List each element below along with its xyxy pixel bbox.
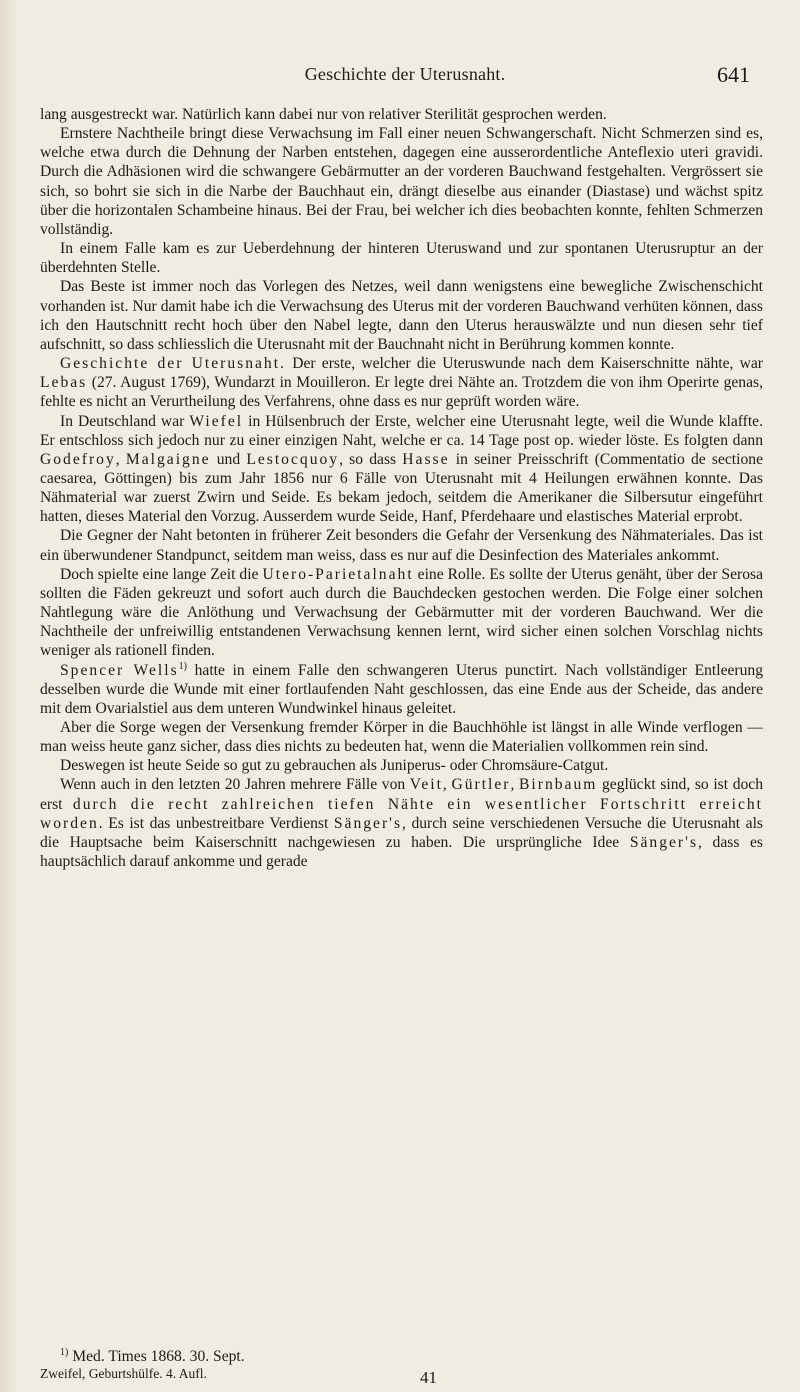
- running-head: Geschichte der Uterusnaht.: [304, 64, 506, 84]
- rich-paragraphs: [40, 412, 763, 872]
- paragraph: [40, 756, 763, 775]
- spaced-emphasis: Wiefel: [189, 412, 244, 430]
- paragraph: [40, 718, 763, 756]
- paragraph: [40, 565, 763, 661]
- spaced-emphasis: Utero-Parietalnaht: [262, 565, 414, 583]
- text-run: Deswegen ist heute Seide so gut zu gebrauchen als Juniperus- oder Chromsäure-Catgut.: [60, 757, 609, 775]
- footnote: [40, 1347, 763, 1366]
- person-name: Lebas: [40, 374, 88, 392]
- page-binding-edge: [0, 0, 18, 1392]
- text-run: . Es ist das unbestreitbare Verdienst: [98, 814, 334, 832]
- paragraph: [40, 775, 763, 871]
- section-text-b: (27. August 1769), Wundarzt in Mouilleron. Er legte drei Nähte an. Trotzdem die von ihm Operirte genas, fehlte es nicht an Verurtheilung des Verfahrens, ohne dass es nur geprüft worden wäre.: [40, 374, 763, 411]
- paragraph: [40, 526, 763, 564]
- text-run: geglückt sind, so ist doch erst: [40, 776, 764, 813]
- paragraph-continuation: lang ausgestreckt war. Natürlich kann dabei nur von relativer Sterilität gesprochen werden.: [40, 106, 607, 123]
- section-paragraph: [40, 354, 763, 411]
- spaced-emphasis: Hasse: [402, 450, 450, 468]
- text-run: , dass es hauptsächlich darauf ankomme und gerade: [40, 833, 763, 871]
- paragraph: [40, 661, 763, 718]
- text-run: in seiner Preisschrift (Commentatio de sectione caesarea, Göttingen) bis zum Jahr 1856 nur 6 Fälle von Uterusnaht mit 4 Heilungen erwähnen konnte. Das Nähmaterial war zuerst Zwirn und Seide. Es bekam jedoch, seitdem die Amerikaner die Silbersutur eingeführt hatten, dieses Material den Vorzug. Ausserdem wurde Seide, Hanf, Pferdehaare und elastisches Material erprobt.: [40, 450, 763, 526]
- spaced-emphasis: Sänger's: [333, 814, 403, 832]
- spaced-emphasis: Birnbaum: [519, 776, 598, 794]
- spaced-emphasis: Malgaigne: [125, 450, 211, 468]
- page-footer: [40, 1366, 763, 1386]
- text-run: , durch seine verschiedenen Versuche die Uterusnaht als die Hauptsache beim Kaiserschnitt nachgewiesen zu haben. Die ursprüngliche Idee: [40, 814, 763, 851]
- paragraph: [40, 412, 763, 527]
- text-run: ,: [442, 776, 452, 794]
- text-run: ,: [510, 776, 520, 794]
- section-text-a: Der erste, welcher die Uteruswunde nach dem Kaiserschnitte nähte, war: [285, 355, 764, 373]
- spaced-emphasis: Lestocquoy: [246, 450, 340, 468]
- text-run: Die Gegner der Naht betonten in früherer Zeit besonders die Gefahr der Versenkung des Nähmateriales. Das ist ein überwundener Standpunct, seitdem man weiss, dass es nur auf die Desinfection des Materiales ankommt.: [40, 527, 763, 564]
- text-run: in Hülsenbruch der Erste, welcher eine Uterusnaht legte, weil die Wunde klaffte. Er entschloss sich jedoch nur zu einer einzigen Naht, welche er ca. 14 Tage post op. wieder löste. Es folgten dann: [40, 412, 763, 449]
- paragraph: In einem Falle kam es zur Ueberdehnung der hinteren Uteruswand und zur spontanen Uterusruptur an der überdehnten Stelle.: [40, 240, 763, 277]
- footnote-marker: 1): [60, 1346, 69, 1358]
- text-run: und: [210, 450, 247, 468]
- spaced-emphasis: Spencer Wells: [60, 661, 179, 679]
- page-number: 641: [717, 62, 750, 87]
- spaced-emphasis: Godefroy: [40, 450, 116, 468]
- text-run: eine Rolle. Es sollte der Uterus genäht, über der Serosa sollten die Fäden gekreuzt und sofort auch durch die Bauchdecken gestochen werden. Die Folge einer solchen Nahtlegung wäre die Anlöthung und Verwachsung der Gebärmutter mit der vorderen Bauchwand. Wer die Nachtheile der unfreiwillig entstandenen Verwachsung kennen lernt, wird sicher einen solchen Vorschlag nichts weniger als rationell finden.: [40, 565, 763, 660]
- section-heading: Geschichte der Uterusnaht.: [60, 355, 286, 373]
- spaced-emphasis: Gürtler: [451, 776, 511, 794]
- spaced-emphasis: durch die recht zahlreichen tiefen Nähte ein wesentlicher Fortschritt erreicht worden: [40, 795, 763, 832]
- text-run: Aber die Sorge wegen der Versenkung fremder Körper in die Bauchhöhle ist längst in alle Winde verflogen — man weiss heute ganz sicher, dass dies nichts zu bedeuten hat, wenn die Materialien vollkommen rein sind.: [40, 719, 763, 756]
- page-header: [60, 62, 750, 88]
- spaced-emphasis: Veit: [409, 776, 443, 794]
- spaced-emphasis: Sänger's: [629, 833, 699, 851]
- text-run: ,: [115, 450, 126, 468]
- text-run: In Deutschland war: [60, 412, 190, 430]
- body-text: [40, 105, 763, 871]
- sheet-number: 41: [420, 1368, 437, 1387]
- text-run: , so dass: [339, 450, 403, 468]
- signature-mark: Zweifel, Geburtshülfe. 4. Aufl.: [40, 1366, 207, 1381]
- paragraph: Ernstere Nachtheile bringt diese Verwachsung im Fall einer neuen Schwangerschaft. Nicht Schmerzen sind es, welche etwa durch die Dehnung der Narben entstehen, dagegen eine ausserordentliche Anteflexio uteri gravidi. Durch die Adhäsionen wird die schwangere Gebärmutter an der vorderen Bauchwand festgehalten. Vergrössert sie sich, so bohrt sie sich in die Narbe der Bauchhaut ein, drängt dieselbe aus einander (Diastase) und wächst spitz über die horizontalen Schambeine hinaus. Bei der Frau, bei welcher ich dies beobachten konnte, fehlten Schmerzen vollständig.: [40, 125, 763, 238]
- footnote-text: Med. Times 1868. 30. Sept.: [68, 1348, 245, 1365]
- text-run: Wenn auch in den letzten 20 Jahren mehrere Fälle von: [60, 776, 410, 794]
- text-run: Doch spielte eine lange Zeit die: [60, 565, 263, 583]
- footnote-reference: 1): [178, 660, 188, 672]
- paragraph: Das Beste ist immer noch das Vorlegen des Netzes, weil dann wenigstens eine bewegliche Zwischenschicht vorhanden ist. Nur damit habe ich die Verwachsung des Uterus mit der vorderen Bauchwand verhüten können, dass ich den Hautschnitt recht hoch über den Nabel legte, dann den Uterus herauswälzte und nun diesen sehr tief aufschnitt, so dass schliesslich die Uterusnaht mit der Bauchnaht nicht in Berührung kommen konnte.: [40, 278, 763, 353]
- text-run: hatte in einem Falle den schwangeren Uterus punctirt. Nach vollständiger Entleerung desselben wurde die Wunde mit einer fortlaufenden Naht geschlossen, das eine Ende aus der Scheide, das andere mit dem Ovarialstiel aus dem unteren Wundwinkel hinaus geleitet.: [40, 661, 763, 717]
